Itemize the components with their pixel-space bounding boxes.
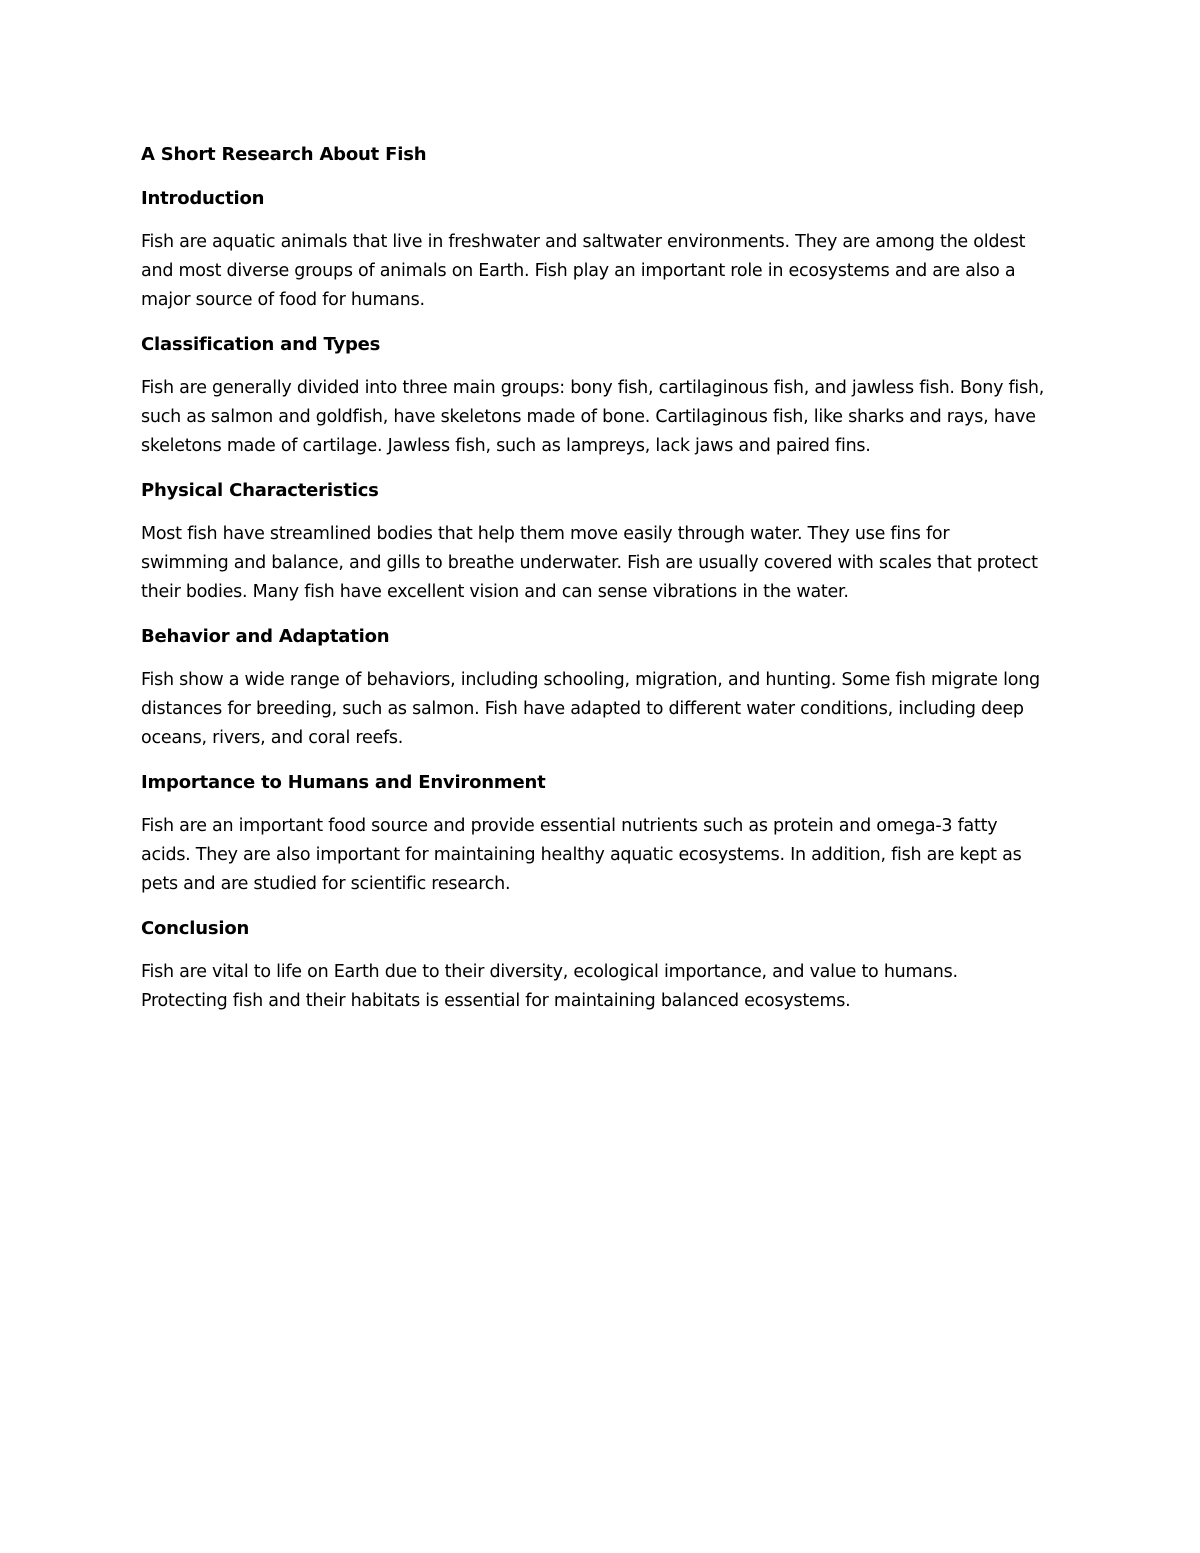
paragraph-line: Protecting fish and their habitats is essential for maintaining balanced ecosystems. xyxy=(141,991,851,1011)
paragraph-line: major source of food for humans. xyxy=(141,290,425,310)
section-paragraph xyxy=(141,228,1076,315)
section-heading: Behavior and Adaptation xyxy=(141,626,390,647)
section-importance xyxy=(141,768,1076,899)
section-paragraph xyxy=(141,958,1076,1016)
paragraph-line: skeletons made of cartilage. Jawless fish, such as lampreys, lack jaws and paired fins. xyxy=(141,436,871,456)
paragraph-line: oceans, rivers, and coral reefs. xyxy=(141,728,404,748)
paragraph-line: Fish are vital to life on Earth due to their diversity, ecological importance, and value to humans. xyxy=(141,962,958,982)
document-title: A Short Research About Fish xyxy=(141,144,427,165)
section-physical-characteristics xyxy=(141,476,1076,607)
section-conclusion xyxy=(141,914,1076,1016)
paragraph-line: such as salmon and goldfish, have skeletons made of bone. Cartilaginous fish, like sharks and rays, have xyxy=(141,407,1036,427)
section-heading: Conclusion xyxy=(141,918,250,939)
document-body xyxy=(141,140,1076,1031)
section-heading: Introduction xyxy=(141,188,265,209)
paragraph-line: their bodies. Many fish have excellent vision and can sense vibrations in the water. xyxy=(141,582,849,602)
paragraph-line: Fish show a wide range of behaviors, including schooling, migration, and hunting. Some fish migrate long xyxy=(141,670,1040,690)
section-heading: Importance to Humans and Environment xyxy=(141,772,546,793)
paragraph-line: Fish are generally divided into three main groups: bony fish, cartilaginous fish, and jawless fish. Bony fish, xyxy=(141,378,1045,398)
section-paragraph xyxy=(141,520,1076,607)
paragraph-line: swimming and balance, and gills to breathe underwater. Fish are usually covered with scales that protect xyxy=(141,553,1038,573)
section-heading: Classification and Types xyxy=(141,334,381,355)
paragraph-line: Fish are aquatic animals that live in freshwater and saltwater environments. They are among the oldest xyxy=(141,232,1026,252)
paragraph-line: pets and are studied for scientific research. xyxy=(141,874,511,894)
section-introduction xyxy=(141,184,1076,315)
section-behavior xyxy=(141,622,1076,753)
paragraph-line: acids. They are also important for maintaining healthy aquatic ecosystems. In addition, fish are kept as xyxy=(141,845,1022,865)
paragraph-line: Fish are an important food source and provide essential nutrients such as protein and omega-3 fatty xyxy=(141,816,998,836)
section-paragraph xyxy=(141,812,1076,899)
section-heading: Physical Characteristics xyxy=(141,480,379,501)
section-classification xyxy=(141,330,1076,461)
section-paragraph xyxy=(141,374,1076,461)
paragraph-line: and most diverse groups of animals on Earth. Fish play an important role in ecosystems and are also a xyxy=(141,261,1016,281)
paragraph-line: distances for breeding, such as salmon. Fish have adapted to different water conditions, including deep xyxy=(141,699,1024,719)
section-paragraph xyxy=(141,666,1076,753)
paragraph-line: Most fish have streamlined bodies that help them move easily through water. They use fins for xyxy=(141,524,950,544)
